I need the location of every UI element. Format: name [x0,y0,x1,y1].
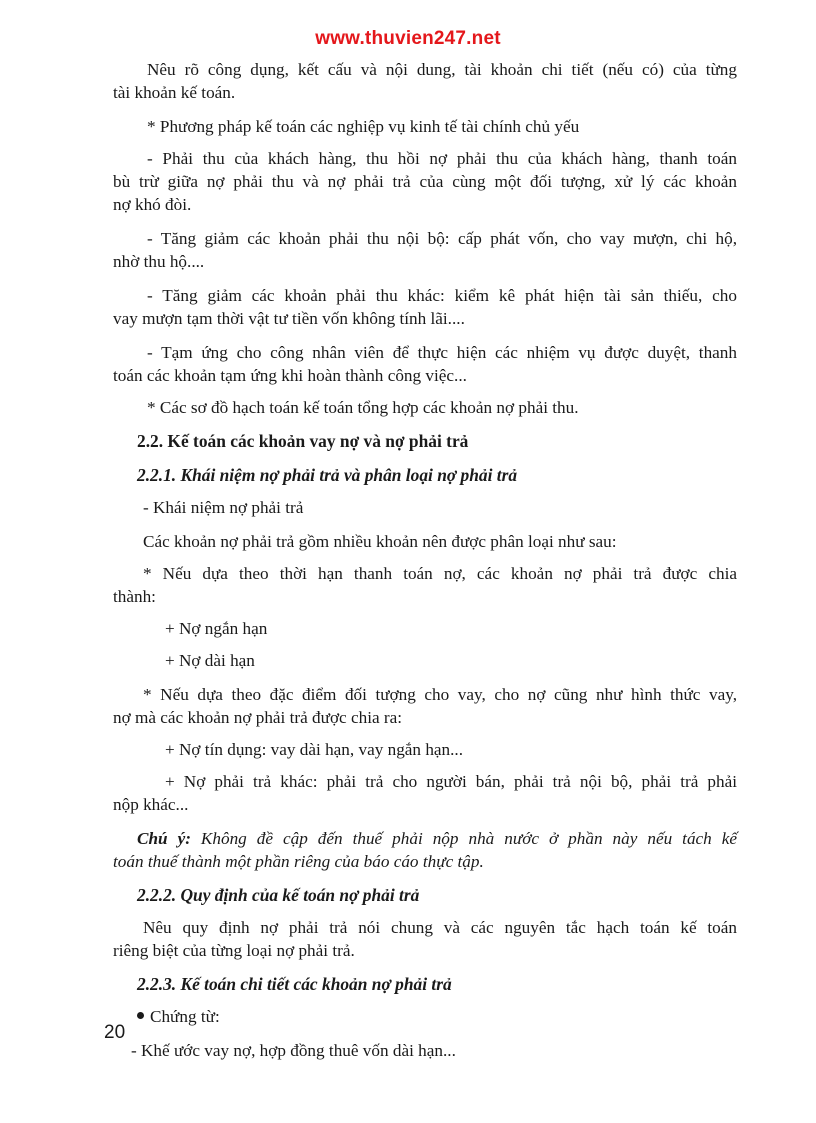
paragraph-line: Các khoản nợ phải trả gồm nhiều khoản nên được phân loại như sau: [143,532,617,551]
watermark-url[interactable]: www.thuvien247.net [315,28,501,49]
paragraph-line: * Các sơ đồ hạch toán kế toán tổng hợp các khoản nợ phải thu. [147,398,579,417]
paragraph-line: vay mượn tạm thời vật tư tiền vốn không tính lãi.... [113,309,465,328]
paragraph-line: - Tạm ứng cho công nhân viên để thực hiện các nhiệm vụ được duyệt, thanh [147,343,737,362]
paragraph-line: toán các khoản tạm ứng khi hoàn thành công việc... [113,366,467,385]
paragraph-line: nợ mà các khoản nợ phải trả được chia ra: [113,708,403,727]
paragraph-line: nộp khác... [113,795,189,814]
note-line: toán thuế thành một phần riêng của báo cáo thực tập. [113,852,484,871]
paragraph-line: - Phải thu của khách hàng, thu hồi nợ phải thu của khách hàng, thanh toán [147,149,737,168]
section-heading: 2.2. Kế toán các khoản vay nợ và nợ phải trả [137,431,469,451]
paragraph-line: Nêu rõ công dụng, kết cấu và nội dung, tài khoản chi tiết (nếu có) của từng [147,60,737,79]
paragraph-line: riêng biệt của từng loại nợ phải trả. [113,941,355,960]
paragraph-line: - Khái niệm nợ phải trả [143,498,304,517]
paragraph-line: nợ khó đòi. [113,195,192,214]
document-page [113,58,737,1062]
bullet-icon [137,1012,144,1019]
page-number: 20 [104,1022,126,1043]
paragraph-line: * Nếu dựa theo đặc điểm đối tượng cho vay, cho nợ cũng như hình thức vay, [143,685,737,704]
paragraph-line: - Tăng giảm các khoản phải thu nội bộ: cấp phát vốn, cho vay mượn, chi hộ, [147,229,737,248]
bullet-item [113,1005,737,1028]
paragraph-line: - Khế ước vay nợ, hợp đồng thuê vốn dài hạn... [131,1041,456,1060]
list-item: + Nợ dài hạn [165,651,255,670]
note-line [113,827,737,850]
paragraph-line: - Tăng giảm các khoản phải thu khác: kiểm kê phát hiện tài sản thiếu, cho [147,286,737,305]
paragraph-line: tài khoản kế toán. [113,83,236,102]
paragraph-line: thành: [113,587,156,606]
note-label: Chú ý: [137,829,191,848]
note-text: Không đề cập đến thuế phải nộp nhà nước ở phần này nếu tách kế [190,829,738,848]
list-item: + Nợ phải trả khác: phải trả cho người bán, phải trả nội bộ, phải trả phải [165,772,737,791]
subsection-heading: 2.2.2. Quy định của kế toán nợ phải trả [137,885,420,905]
paragraph-line: * Nếu dựa theo thời hạn thanh toán nợ, các khoản nợ phải trả được chia [143,564,737,583]
subsection-heading: 2.2.3. Kế toán chi tiết các khoản nợ phải trả [137,974,452,994]
paragraph-line: Nêu quy định nợ phải trả nói chung và các nguyên tắc hạch toán kế toán [143,918,737,937]
paragraph-line: bù trừ giữa nợ phải thu và nợ phải trả của cùng một đối tượng, xử lý các khoản [113,172,737,191]
list-item: + Nợ tín dụng: vay dài hạn, vay ngắn hạn... [165,740,464,759]
bullet-text: Chứng từ: [150,1007,220,1026]
list-item: + Nợ ngắn hạn [165,619,268,638]
paragraph-line: * Phương pháp kế toán các nghiệp vụ kinh tế tài chính chủ yếu [147,117,580,136]
subsection-heading: 2.2.1. Khái niệm nợ phải trả và phân loại nợ phải trả [137,465,518,485]
paragraph-line: nhờ thu hộ.... [113,252,205,271]
